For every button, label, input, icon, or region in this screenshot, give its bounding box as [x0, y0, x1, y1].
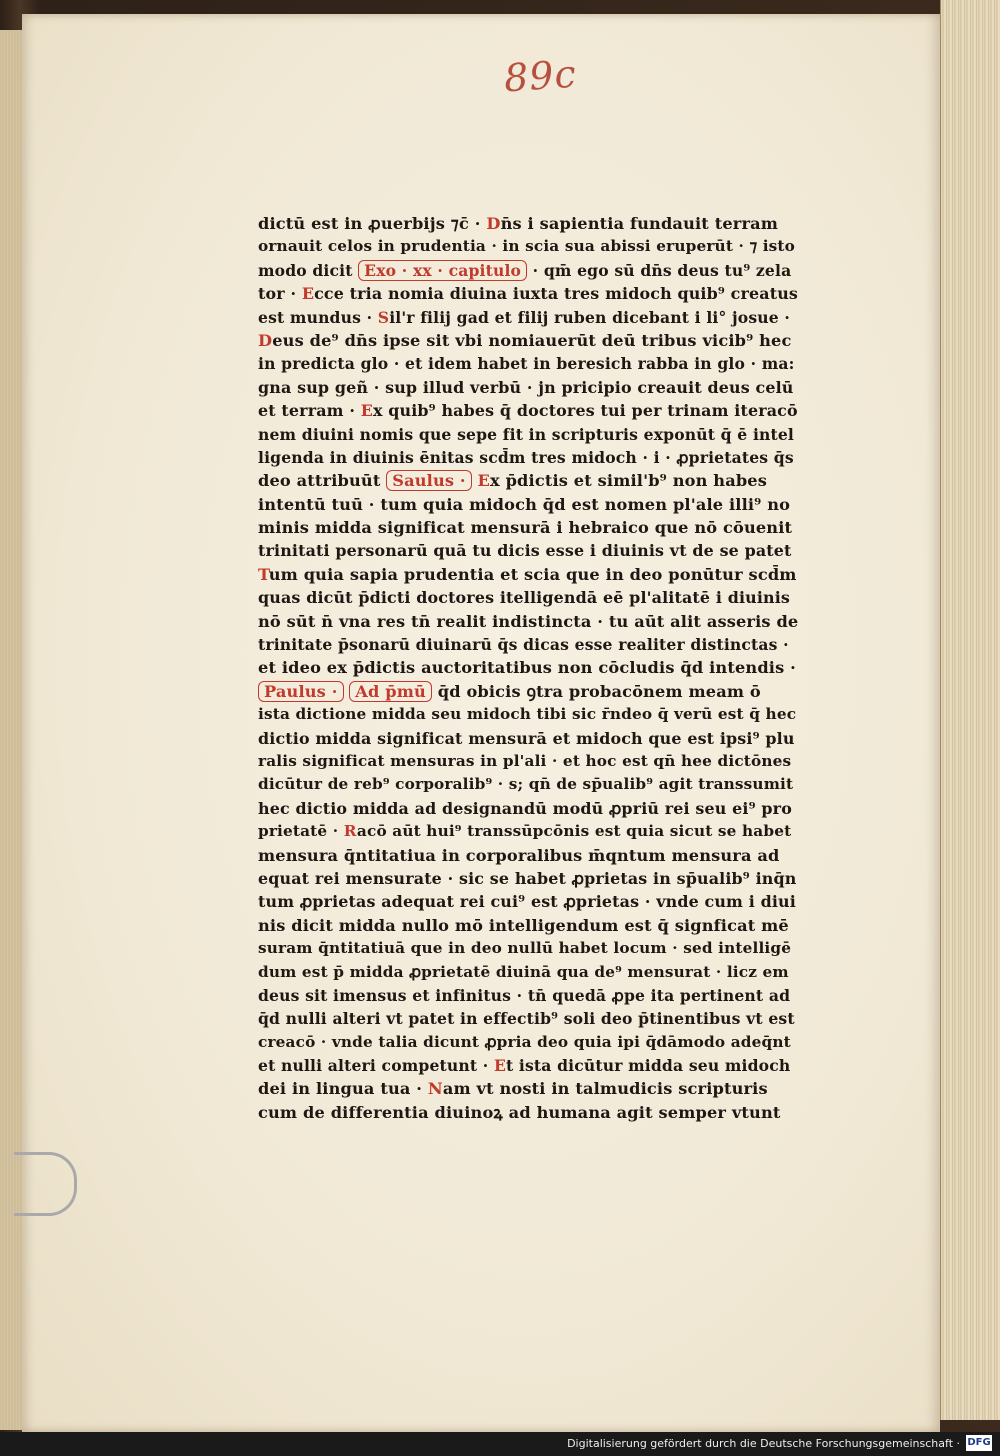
text-line [258, 1101, 798, 1124]
text-line [258, 984, 798, 1007]
text-segment: x quib⁹ habes q̄ doctores tui per trinam iteracō [372, 401, 798, 421]
text-segment: et ideo ex p̄dictis auctoritatibus non cōcludis q̄d intendis · [258, 658, 796, 678]
text-line [258, 961, 798, 984]
text-line [258, 563, 798, 586]
text-line [258, 914, 798, 937]
rubric-label: Paulus · [258, 681, 344, 702]
text-line [258, 212, 798, 235]
text-segment: tor · [258, 284, 302, 304]
rubric-initial: T [258, 564, 269, 584]
text-segment: trinitate p̄sonarū diuinarū q̄s dicas esse realiter distinctas · [258, 635, 789, 655]
text-segment: ralis significat mensuras in pl'ali · et hoc est qn̄ hee dictōnes [258, 751, 792, 770]
paper-clip-icon [14, 1152, 77, 1216]
text-segment: creacō · vnde talia dicunt ꝓpria deo quia ipi q̄dāmodo adeq̄nt [258, 1032, 791, 1051]
text-line [258, 329, 798, 352]
text-line [258, 1007, 798, 1030]
text-line [258, 750, 798, 773]
rubric-initial: D [258, 330, 273, 350]
text-segment: equat rei mensurate · sic se habet ꝓprietas in sp̄ualib⁹ inq̄n [258, 868, 797, 888]
text-line [258, 680, 798, 703]
text-segment: modo dicit [258, 260, 359, 280]
text-line [258, 352, 798, 375]
text-segment: cce tria nomia diuina iuxta tres midoch quib⁹ creatus [314, 284, 799, 304]
text-segment: am vt nosti in talmudicis scripturis [442, 1079, 768, 1099]
rubric-label: Ad p̄mū [349, 681, 432, 702]
text-segment: ista dictione midda seu midoch tibi sic r̄ndeo q̄ verū est q̄ hec [258, 705, 797, 724]
text-segment: gna sup geñ · sup illud verbū · jn pricipio creauit deus celū [258, 377, 794, 397]
text-segment: t ista dicūtur midda seu midoch [505, 1056, 791, 1076]
text-line [258, 469, 798, 492]
text-segment: mensura q̄ntitatiua in corporalibus m̄qntum mensura ad [258, 845, 780, 865]
rubric-initial: E [360, 401, 373, 421]
text-line [258, 703, 798, 726]
text-segment: in predicta glo · et idem habet in beresich rabba in glo · ma: [258, 354, 795, 374]
text-segment: prietatē · [258, 822, 344, 841]
text-segment: dictio midda significat mensurā et midoch que est ipsi⁹ plu [258, 728, 795, 748]
footer-credit: Digitalisierung gefördert durch die Deutsche Forschungsgemeinschaft · [567, 1437, 960, 1450]
text-line [258, 586, 798, 609]
text-block [258, 212, 798, 1124]
text-segment: q̄d obicis ꝯtra probacōnem meam ō [431, 681, 761, 701]
text-segment: et terram · [258, 401, 361, 421]
text-line [258, 844, 798, 867]
page-edges-left [0, 30, 23, 1430]
text-segment: il'r filij gad et filij ruben dicebant i li° josue · [389, 307, 790, 327]
page-edges-right [940, 0, 1000, 1420]
text-line [258, 235, 798, 258]
text-segment: eus de⁹ dn̄s ipse sit vbi nomiauerūt deū tribus vicib⁹ hec [272, 330, 792, 350]
text-segment: minis midda significat mensurā i hebraico que nō cōuenit [258, 518, 793, 538]
text-segment: hec dictio midda ad designandū modū ꝓpriū rei seu ei⁹ pro [258, 798, 792, 818]
rubric-label: Exo · xx · capitulo [358, 260, 527, 281]
text-segment: quas dicūt p̄dicti doctores itelligendā eē pl'alitatē i diuinis [258, 588, 791, 608]
text-line [258, 797, 798, 820]
text-line [258, 633, 798, 656]
text-line [258, 1054, 798, 1077]
rubric-initial: R [343, 822, 357, 841]
text-segment: dei in lingua tua · [258, 1079, 428, 1099]
dfg-logo-icon: DFG [966, 1435, 992, 1451]
rubric-label: Saulus · [386, 470, 471, 491]
text-line [258, 773, 798, 796]
text-segment: q̄d nulli alteri vt patet in effectib⁹ soli deo p̄tinentibus vt est [258, 1009, 795, 1029]
text-segment: suram q̄ntitatiuā que in deo nullū habet locum · sed intelligē [258, 939, 792, 958]
text-line [258, 282, 798, 305]
text-line [258, 539, 798, 562]
text-segment: deo attribuūt [258, 471, 387, 491]
text-segment: dicūtur de reb⁹ corporalib⁹ · s; qn̄ de sp̄ualib⁹ agit transsumit [258, 775, 794, 794]
text-segment: um quia sapia prudentia et scia que in deo ponūtur scd̄m [268, 564, 797, 584]
text-segment: trinitati personarū quā tu dicis esse i diuinis vt de se patet [258, 541, 792, 561]
rubric-initial: S [377, 307, 390, 327]
text-segment: et nulli alteri competunt · [258, 1056, 494, 1076]
text-line [258, 446, 798, 469]
text-line [258, 399, 798, 422]
text-line [258, 610, 798, 633]
text-line [258, 890, 798, 913]
text-line [258, 820, 798, 843]
text-segment: dictū est in ꝓuerbijs ⁊c̄ · [258, 214, 487, 233]
text-segment: ornauit celos in prudentia · in scia sua abissi eruperūt · ⁊ isto [258, 237, 795, 256]
text-segment: ligenda in diuinis ēnitas scd̄m tres midoch · i · ꝓprietates q̄s [258, 447, 794, 467]
rubric-initial: N [427, 1079, 443, 1099]
text-line [258, 867, 798, 890]
text-line [258, 727, 798, 750]
text-line [258, 493, 798, 516]
text-segment: nem diuini nomis que sepe fit in scripturis exponūt q̄ ē intel [258, 424, 795, 444]
text-segment: x p̄dictis et simil'b⁹ non habes [490, 471, 768, 491]
text-line [258, 516, 798, 539]
text-segment: nō sūt n̄ vna res tn̄ realit indistincta · tu aūt alit asseris de [258, 611, 799, 631]
text-segment: nis dicit midda nullo mō intelligendum est q̄ signficat mē [258, 915, 789, 935]
text-segment: acō aūt hui⁹ transsūpcōnis est quia sicut se habet [356, 822, 792, 841]
text-segment: · qm̄ ego sū dn̄s deus tu⁹ zela [527, 260, 792, 280]
text-line [258, 376, 798, 399]
text-segment: n̄s i sapientia fundauit terram [500, 214, 779, 233]
text-line [258, 306, 798, 329]
text-segment: est mundus · [258, 307, 378, 327]
text-line [258, 1077, 798, 1100]
text-segment: tum ꝓprietas adequat rei cui⁹ est ꝓprietas · vnde cum i diui [258, 892, 796, 912]
text-line [258, 656, 798, 679]
text-line [258, 937, 798, 960]
text-segment: deus sit imensus et infinitus · tn̄ quedā ꝓpe ita pertinent ad [258, 985, 791, 1005]
text-segment: cum de differentia diuinoꝝ ad humana agit semper vtunt [258, 1102, 781, 1122]
rubric-initial: E [493, 1056, 506, 1076]
text-line [258, 423, 798, 446]
text-segment: dum est p̄ midda ꝓprietatē diuinā qua de⁹ mensurat · licz em [258, 962, 789, 981]
folio-number: 89c [502, 51, 579, 101]
text-line [258, 259, 798, 282]
rubric-initial: D [486, 214, 501, 233]
rubric-initial: E [477, 471, 490, 491]
text-segment: intentū tuū · tum quia midoch q̄d est nomen pl'ale illi⁹ no [258, 494, 791, 514]
text-line [258, 1031, 798, 1054]
rubric-initial: E [301, 284, 315, 304]
